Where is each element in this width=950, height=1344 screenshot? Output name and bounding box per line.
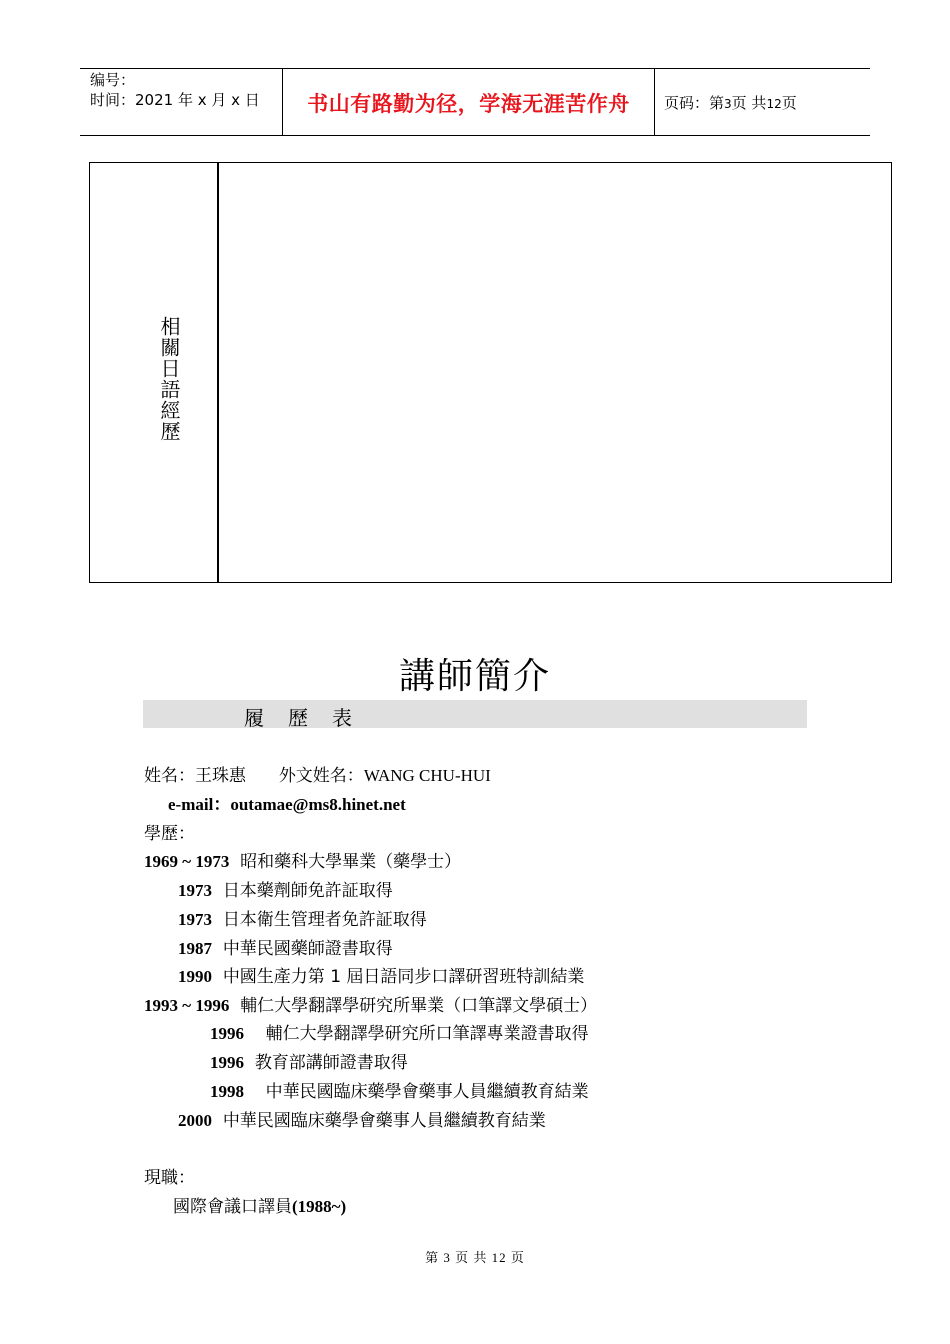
education-year: 1993 ~ 1996 <box>144 996 230 1015</box>
education-year: 1996 <box>210 1053 244 1072</box>
page-prefix: 页码：第 <box>664 94 725 112</box>
education-text: 日本藥劑師免許証取得 <box>222 881 393 901</box>
education-year: 1998 <box>210 1082 244 1101</box>
foreign-name-label: 外文姓名： <box>278 766 364 786</box>
email-label: e-mail： <box>168 795 231 814</box>
page-footer: 第 3 页 共 12 页 <box>425 1250 525 1265</box>
header-meta <box>90 70 260 110</box>
header-page-info <box>664 92 797 113</box>
job-text: 國際會議口譯員 <box>173 1197 292 1217</box>
job-year: (1988~) <box>292 1197 347 1216</box>
education-item <box>178 962 584 987</box>
education-item <box>144 991 597 1016</box>
name-line <box>144 761 491 786</box>
education-item <box>210 1019 589 1044</box>
header-motto: 书山有路勤为径，学海无涯苦作舟 <box>307 91 630 116</box>
education-item <box>144 847 461 872</box>
experience-table <box>89 162 892 583</box>
education-year: 1973 <box>178 910 212 929</box>
code-label: 编号： <box>90 71 136 89</box>
job-label: 現職： <box>144 1168 195 1188</box>
time-label: 时间：2021 年 x 月 x 日 <box>90 91 260 109</box>
email-address[interactable]: outamae@ms8.hinet.net <box>230 795 406 814</box>
education-year: 1996 <box>210 1024 244 1043</box>
education-item <box>210 1077 589 1102</box>
section-bar <box>143 700 807 728</box>
education-year: 1973 <box>178 881 212 900</box>
education-text: 輔仁大學翻譯學研究所口筆譯專業證書取得 <box>265 1024 589 1044</box>
education-text: 中華民國臨床藥學會藥事人員繼續教育結業 <box>265 1082 589 1102</box>
education-item <box>210 1048 408 1073</box>
email-line <box>168 790 406 815</box>
foreign-name: WANG CHU-HUI <box>363 766 491 785</box>
page-mid: 页 共 <box>731 94 767 112</box>
education-year: 1990 <box>178 967 212 986</box>
education-text: 教育部講師證書取得 <box>254 1053 408 1073</box>
education-label: 學歷： <box>144 824 195 844</box>
education-item <box>178 1106 546 1131</box>
education-year: 1969 ~ 1973 <box>144 852 230 871</box>
education-year: 2000 <box>178 1111 212 1130</box>
page-title: 講師簡介 <box>398 656 551 697</box>
education-item <box>178 905 427 930</box>
education-text: 中國生產力第 1 屆日語同步口譯研習班特訓結業 <box>222 967 585 987</box>
education-text: 中華民國藥師證書取得 <box>222 939 393 959</box>
education-item <box>178 934 393 959</box>
section-title: 履歷表 <box>244 706 376 730</box>
experience-table-divider <box>217 162 219 583</box>
education-item <box>178 876 393 901</box>
header-divider-right <box>654 69 655 136</box>
page-number: 3 <box>724 97 732 111</box>
education-text: 昭和藥科大學畢業（藥學士） <box>240 852 462 872</box>
education-year: 1987 <box>178 939 212 958</box>
page-suffix: 页 <box>781 94 797 112</box>
education-text: 中華民國臨床藥學會藥事人員繼續教育結業 <box>222 1111 546 1131</box>
page-total: 12 <box>766 97 782 111</box>
experience-label: 相關日語經歷 <box>157 316 181 442</box>
job-line <box>173 1192 346 1217</box>
name-text: 姓名：王珠惠 <box>144 766 246 786</box>
education-text: 日本衛生管理者免許証取得 <box>222 910 427 930</box>
education-text: 輔仁大學翻譯學研究所畢業（口筆譯文學碩士） <box>240 996 598 1016</box>
